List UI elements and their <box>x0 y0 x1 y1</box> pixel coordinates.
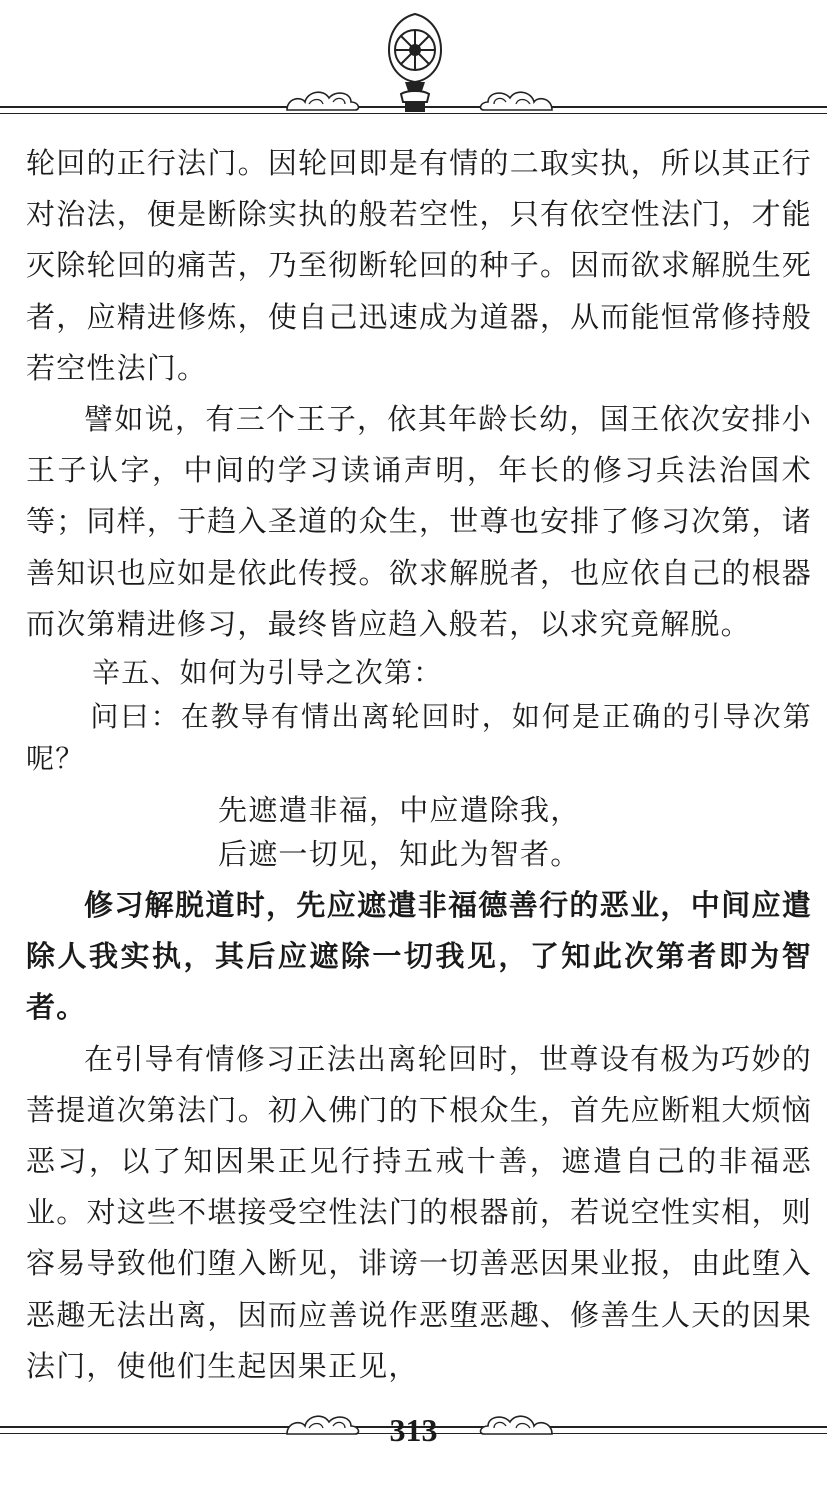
section-heading: 辛五、如何为引导之次第： <box>92 656 443 690</box>
paragraph-continued: 轮回的正行法门。因轮回即是有情的二取实执，所以其正行对治法，便是断除实执的般若空性，只有依空性法门，才能灭除轮回的痛苦，乃至彻断轮回的种子。因而欲求解脱生死者，应精进修炼，使自己迅速成为道器，从而能恒常修持般若空性法门。 <box>26 146 812 385</box>
cloud-ornament-left-icon <box>283 84 363 114</box>
commentary-bold: 修习解脱道时，先应遮遣非福德善行的恶业，中间应遣除人我实执，其后应遮除一切我见，了知此次第者即为智者。 <box>26 888 812 1025</box>
page-number: 313 <box>389 1412 438 1448</box>
paragraph-explanation: 在引导有情修习正法出离轮回时，世尊设有极为巧妙的菩提道次第法门。初入佛门的下根众生，首先应断粗大烦恼恶习，以了知因果正见行持五戒十善，遮遣自己的非福恶业。对这些不堪接受空性法门的根器前，若说空性实相，则容易导致他们堕入断见，诽谤一切善恶因果业报，由此堕入恶趣无法出离，因而应善说作恶堕恶趣、修善生人天的因果法门，使他们生起因果正见， <box>26 1041 812 1383</box>
cloud-ornament-right-icon <box>476 84 556 114</box>
verse-line-1: 先遮遣非福，中应遣除我， <box>218 793 581 828</box>
question-text: 问曰：在教导有情出离轮回时，如何是正确的引导次第呢？ <box>26 700 812 776</box>
dharma-wheel-icon <box>383 10 447 120</box>
verse-line-2: 后遮一切见，知此为智者。 <box>218 837 581 872</box>
paragraph-princes-analogy: 譬如说，有三个王子，依其年龄长幼，国王依次安排小王子认字，中间的学习读诵声明，年长的修习兵法治国术等；同样，于趋入圣道的众生，世尊也安排了修习次第，诸善知识也应如是依此传授。欲求解脱者，也应依自己的根器而次第精进修习，最终皆应趋入般若，以求究竟解脱。 <box>26 402 812 641</box>
page-body <box>26 138 812 1392</box>
